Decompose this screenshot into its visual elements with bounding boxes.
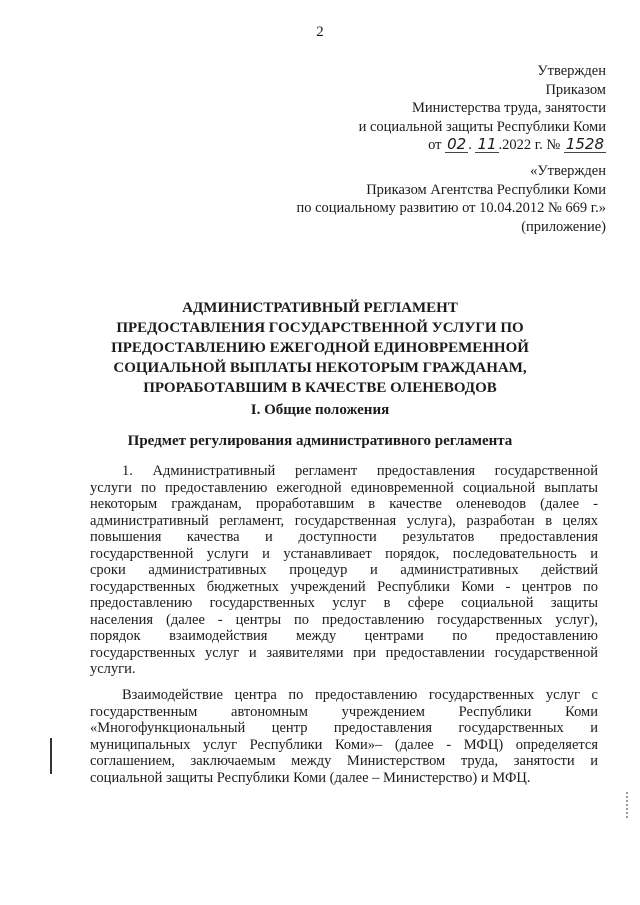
approval-block-ministry — [359, 62, 606, 155]
handwritten-order-number: 1528 — [565, 135, 604, 153]
approval-line: по социальному развитию от 10.04.2012 № 669 г.» — [296, 200, 606, 216]
paragraph-line: предоставлению государственных услуг в сфере социальной защиты — [90, 595, 598, 611]
paragraph-line: соглашением, заключаемым между Министерством труда, занятости и — [90, 753, 598, 769]
paragraph-line: некоторым гражданам, проработавшим в качестве оленеводов (далее - — [90, 496, 598, 512]
paragraph-1 — [90, 463, 598, 678]
paragraph-line: порядок взаимодействия между центрами по предоставлению — [90, 628, 598, 644]
approval-line: «Утвержден — [530, 163, 606, 179]
title-line: ПРЕДОСТАВЛЕНИЮ ЕЖЕГОДНОЙ ЕДИНОВРЕМЕННОЙ — [111, 340, 529, 356]
date-separator: . — [468, 137, 472, 153]
paragraph-line: населения (далее - центры по предоставлению государственных услуг), — [90, 611, 598, 628]
paragraph-line: муниципальных услуг Республики Коми»– (далее - МФЦ) определяется — [90, 736, 598, 753]
paragraph-line: 1. Административный регламент предоставления государственной — [122, 463, 598, 479]
approval-line: Приказом Агентства Республики Коми — [366, 181, 606, 198]
approval-block-agency — [296, 162, 606, 236]
paragraph-line: государственных бюджетных учреждений Республики Коми - центров по — [90, 578, 598, 595]
approval-date-line — [359, 136, 606, 155]
paragraph-line: Взаимодействие центра по предоставлению государственных услуг с — [122, 687, 598, 703]
title-line: АДМИНИСТРАТИВНЫЙ РЕГЛАМЕНТ — [182, 300, 458, 316]
date-prefix: от — [428, 137, 442, 153]
title-line: СОЦИАЛЬНОЙ ВЫПЛАТЫ НЕКОТОРЫМ ГРАЖДАНАМ, — [113, 360, 527, 376]
approval-line: (приложение) — [521, 218, 606, 235]
title-line: ПРОРАБОТАВШИМ В КАЧЕСТВЕ ОЛЕНЕВОДОВ — [143, 380, 497, 396]
approval-line: и социальной защиты Республики Коми — [358, 118, 606, 135]
handwritten-month: 11 — [477, 135, 497, 153]
title-line: ПРЕДОСТАВЛЕНИЯ ГОСУДАРСТВЕННОЙ УСЛУГИ ПО — [116, 320, 524, 336]
section-heading: I. Общие положения — [250, 402, 390, 418]
approval-line: Утвержден — [537, 63, 606, 79]
paragraph-line: услуги по предоставлению ежегодной единовременной социальной выплаты — [90, 479, 598, 496]
paragraph-line: социальной защиты Республики Коми (далее – Министерство) и МФЦ. — [90, 769, 531, 786]
margin-scan-mark — [50, 738, 52, 774]
paragraph-2 — [90, 687, 598, 786]
approval-line: Приказом — [545, 81, 606, 98]
paragraph-line: сроки административных процедур и административных действий — [90, 562, 598, 578]
paragraph-line: государственной услуги и устанавливает порядок, последовательность и — [90, 545, 598, 562]
margin-scan-dots — [626, 792, 630, 818]
date-suffix: .2022 г. № — [498, 137, 561, 153]
subsection-heading: Предмет регулирования административного регламента — [127, 433, 513, 449]
paragraph-line: административный регламент, государственная услуга), разработан в целях — [90, 512, 598, 529]
page-number: 2 — [316, 24, 324, 40]
paragraph-line: услуги. — [90, 661, 136, 677]
paragraph-line: «Многофункциональный центр предоставления государственных и — [90, 720, 598, 736]
handwritten-day: 02 — [447, 135, 467, 153]
paragraph-line: повышения качества и доступности результатов предоставления — [90, 529, 598, 545]
approval-line: Министерства труда, занятости — [412, 100, 606, 116]
paragraph-line: государственным автономным учреждением Республики Коми — [90, 703, 598, 720]
paragraph-line: государственных услуг и заявителями при предоставлении государственной — [90, 644, 598, 661]
document-title — [90, 298, 550, 398]
